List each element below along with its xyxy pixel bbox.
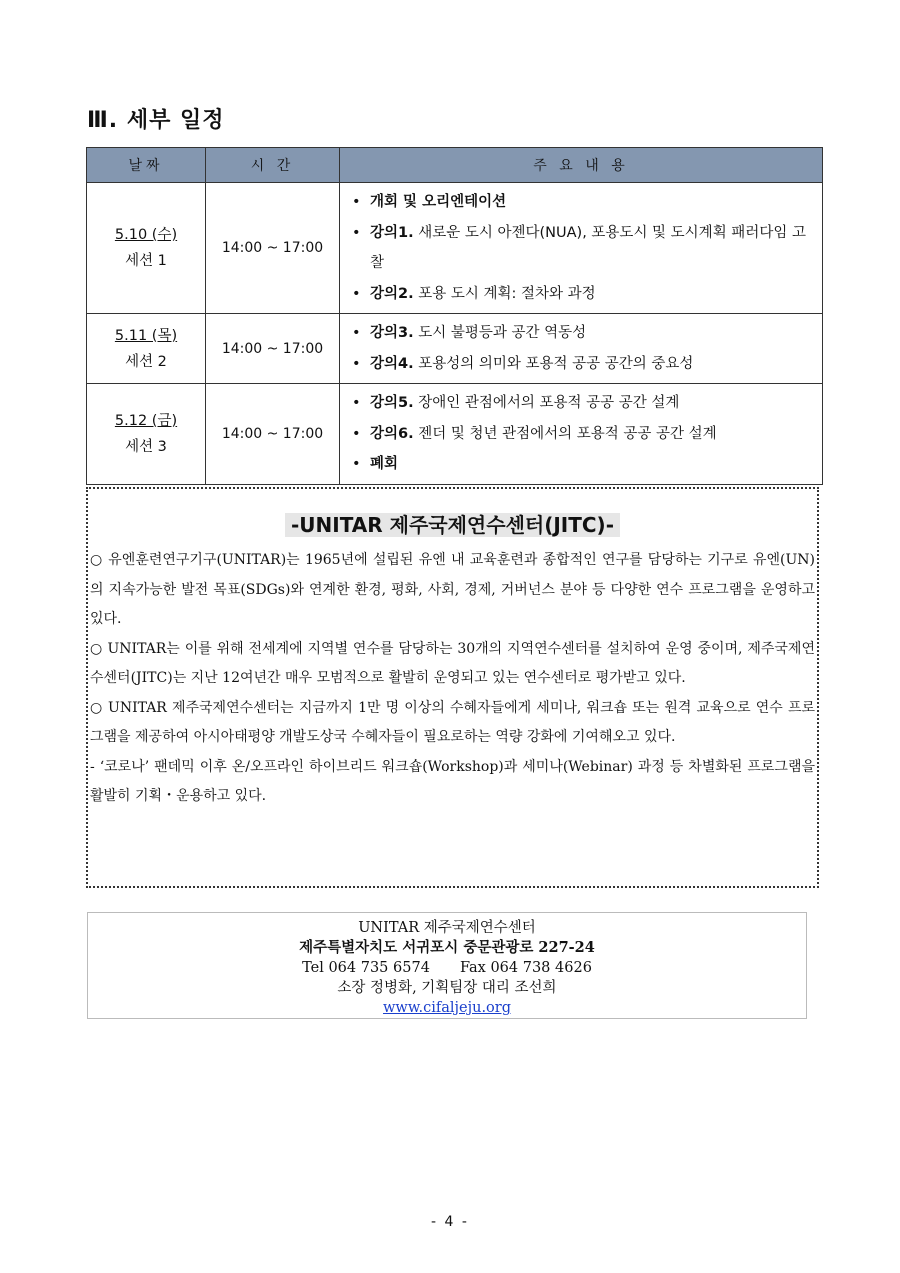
header-content: 주 요 내 용 xyxy=(340,148,823,183)
header-time: 시 간 xyxy=(206,148,340,183)
session-date: 5.12 (금) xyxy=(114,412,178,429)
list-item: • 폐회 xyxy=(370,449,814,480)
time-cell: 14:00 ~ 17:00 xyxy=(206,384,340,485)
tel-number: Tel 064 735 6574 xyxy=(302,960,430,976)
date-cell xyxy=(87,384,206,485)
staff-names: 소장 정병화, 기획팀장 대리 조선희 xyxy=(337,980,557,996)
list-item: • 강의6. 젠더 및 청년 관점에서의 포용적 공공 공간 설계 xyxy=(370,419,814,450)
section-title: Ⅲ. 세부 일정 xyxy=(87,108,225,133)
info-title: -UNITAR 제주국제연수센터(JITC)- xyxy=(88,509,817,538)
table-row xyxy=(87,183,823,314)
list-item: • 강의4. 포용성의 의미와 포용적 공공 공간의 중요성 xyxy=(370,349,814,380)
list-item: • 강의5. 장애인 관점에서의 포용적 공공 공간 설계 xyxy=(370,388,814,419)
info-paragraph: - ‘코로나’ 팬데믹 이후 온/오프라인 하이브리드 워크숍(Workshop)과 세미나(Webinar) 과정 등 차별화된 프로그램을 활발히 기획・운용하고 있다. xyxy=(90,758,815,804)
fax-number: Fax 064 738 4626 xyxy=(459,960,592,976)
session-date: 5.11 (목) xyxy=(114,327,178,344)
schedule-table xyxy=(86,147,823,485)
content-cell xyxy=(340,384,823,485)
time-cell: 14:00 ~ 17:00 xyxy=(206,183,340,314)
session-label: 세션 1 xyxy=(125,253,167,269)
content-cell xyxy=(340,314,823,384)
date-cell xyxy=(87,314,206,384)
content-cell xyxy=(340,183,823,314)
list-item: • 강의1. 새로운 도시 아젠다(NUA), 포용도시 및 도시계획 패러다임 고찰 xyxy=(370,218,814,279)
time-cell: 14:00 ~ 17:00 xyxy=(206,314,340,384)
table-header-row xyxy=(87,148,823,183)
info-paragraph: ○ UNITAR는 이를 위해 전세계에 지역별 연수를 담당하는 30개의 지역연수센터를 설치하여 운영 중이며, 제주국제연수센터(JITC)는 지난 12여년간 매우 모범적으로 활발히 운영되고 있는 연수센터로 평가받고 있다. xyxy=(90,640,815,686)
session-label: 세션 2 xyxy=(125,353,167,370)
website-link[interactable]: www.cifaljeju.org xyxy=(383,1000,511,1016)
header-date: 날짜 xyxy=(87,148,206,183)
session-label: 세션 3 xyxy=(125,438,167,455)
list-item: • 강의2. 포용 도시 계획: 절차와 과정 xyxy=(370,279,814,310)
phone-line xyxy=(88,958,806,978)
contact-box xyxy=(87,912,807,1019)
page-number: - 4 - xyxy=(431,1214,469,1230)
list-item: • 강의3. 도시 불평등과 공간 역동성 xyxy=(370,318,814,349)
info-paragraph: ○ UNITAR 제주국제연수센터는 지금까지 1만 명 이상의 수혜자들에게 세미나, 워크숍 또는 원격 교육으로 연수 프로그램을 제공하여 아시아태평양 개발도상국 수혜자들이 필요로하는 역량 강화에 기여해오고 있다. xyxy=(90,699,815,745)
address: 제주특별자치도 서귀포시 중문관광로 227-24 xyxy=(299,939,595,956)
table-row xyxy=(87,314,823,384)
table-row xyxy=(87,384,823,485)
org-name: UNITAR 제주국제연수센터 xyxy=(358,920,536,936)
list-item: • 개회 및 오리엔테이션 xyxy=(370,187,814,218)
jitc-info-box xyxy=(86,487,819,888)
info-paragraph: ○ 유엔훈련연구기구(UNITAR)는 1965년에 설립된 유엔 내 교육훈련과 종합적인 연구를 담당하는 기구로 유엔(UN)의 지속가능한 발전 목표(SDGs)와 연계한 환경, 평화, 사회, 경제, 거버넌스 분야 등 다양한 연수 프로그램을 운영하고 있다. xyxy=(90,552,815,627)
date-cell xyxy=(87,183,206,314)
session-date: 5.10 (수) xyxy=(114,227,178,243)
